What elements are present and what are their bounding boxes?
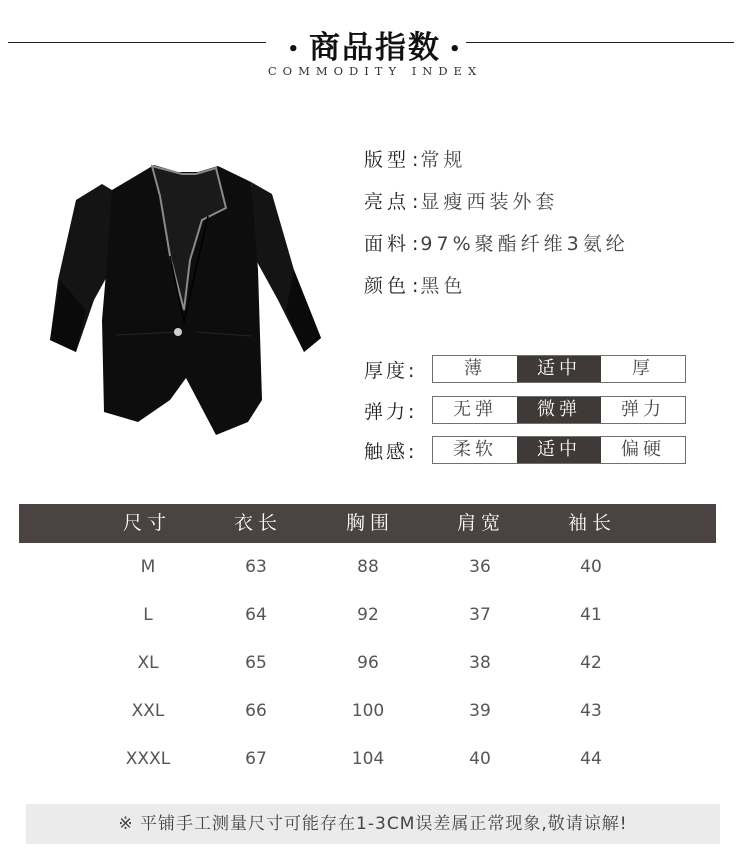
title-dot-right: • [449,39,463,60]
scale-elasticity [364,396,686,424]
scale-label: 厚度: [364,359,418,382]
table-row [19,648,716,678]
table-cell: 39 [469,701,491,721]
table-header-bust: 胸围 [345,512,395,534]
table-cell: 63 [245,557,267,577]
table-cell: 40 [469,749,491,769]
table-row [19,600,716,630]
size-table-header [19,504,716,543]
page-title [279,30,470,66]
table-cell: 104 [351,749,385,769]
attr-highlight [364,188,629,230]
attr-value: 显瘦西装外套 [420,191,559,213]
table-cell: 42 [580,653,602,673]
table-cell: XXL [131,701,165,721]
table-cell: 36 [469,557,491,577]
scale-option: 适中 [517,356,601,382]
product-image [46,160,326,445]
table-cell: 66 [245,701,267,721]
attr-label: 面料 [364,233,411,255]
table-cell: L [143,605,153,625]
table-cell: 88 [357,557,379,577]
scale-options [432,355,686,383]
table-row [19,696,716,726]
table-header-sleeve: 袖长 [567,512,617,534]
attr-value: 97%聚酯纤维3氨纶 [420,233,629,255]
scale-option: 厚 [632,358,654,379]
measurement-note: ※ 平铺手工测量尺寸可能存在1-3CM误差属正常现象,敬请谅解! [26,804,720,844]
attr-value: 常规 [420,149,467,171]
page-title-wrap [0,22,750,67]
scale-touch [364,436,686,464]
table-cell: XL [137,653,159,673]
jacket-button [174,328,182,336]
scale-options [432,436,686,464]
table-header-shoulder: 肩宽 [456,512,506,534]
table-cell: 40 [580,557,602,577]
table-cell: 41 [580,605,602,625]
attr-fit [364,146,629,188]
scale-label: 触感: [364,440,418,463]
page-title-text: 商品指数 [309,30,441,66]
scale-option: 弹力 [621,399,665,420]
attr-label: 颜色 [364,275,411,297]
table-cell: 92 [357,605,379,625]
scale-option: 微弹 [517,397,601,423]
table-cell: XXXL [125,749,171,769]
title-dot-left: • [287,39,301,60]
table-cell: 100 [351,701,385,721]
table-cell: 96 [357,653,379,673]
attr-value: 黑色 [420,275,467,297]
attr-sep: : [412,149,419,171]
table-row [19,744,716,774]
attr-sep: : [412,233,419,255]
scale-options [432,396,686,424]
table-cell: 37 [469,605,491,625]
attr-label: 亮点 [364,191,411,213]
scale-label: 弹力: [364,400,418,423]
table-header-size: 尺寸 [122,512,172,534]
table-cell: M [140,557,156,577]
scale-option: 偏硬 [621,439,665,460]
attr-color [364,272,629,314]
table-cell: 43 [580,701,602,721]
page-subtitle: COMMODITY INDEX [267,64,483,78]
table-cell: 65 [245,653,267,673]
attr-label: 版型 [364,149,411,171]
table-row [19,552,716,582]
scale-option: 适中 [517,437,601,463]
scale-option: 无弹 [453,399,497,420]
scale-option: 薄 [464,358,486,379]
table-cell: 64 [245,605,267,625]
table-header-length: 衣长 [233,512,283,534]
attr-fabric [364,230,629,272]
table-cell: 67 [245,749,267,769]
scale-thickness [364,355,686,383]
scale-option: 柔软 [453,439,497,460]
product-attributes [364,146,629,314]
table-cell: 44 [580,749,602,769]
table-cell: 38 [469,653,491,673]
attr-sep: : [412,275,419,297]
attr-sep: : [412,191,419,213]
